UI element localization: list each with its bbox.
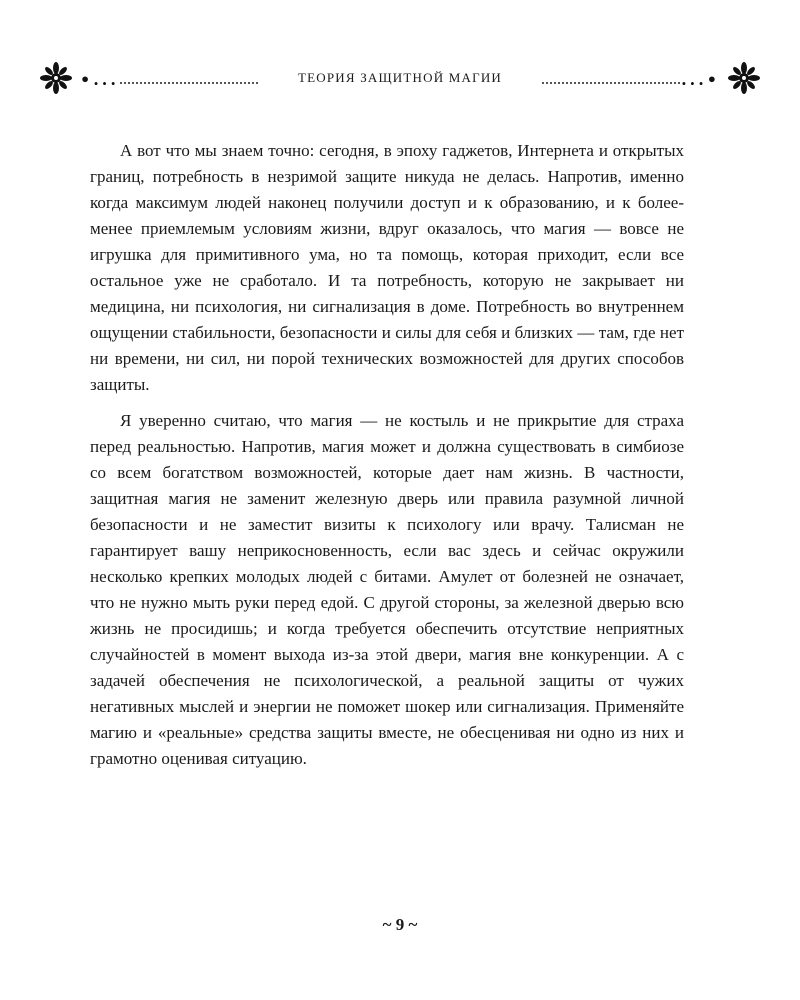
page-number: ~ 9 ~ xyxy=(382,915,418,934)
paragraph-1: А вот что мы знаем точно: сегодня, в эпоху гаджетов, Интернета и открытых границ, потребность в незримой защите никуда не делась. Напротив, именно когда максимум людей наконец получили доступ и к образованию, и к более-менее приемлемым условиям жизни, вдруг оказалось, что магия — вовсе не игрушка для примитивного ума, но та помощь, которая приходит, если все остальное уже не сработало. И та потребность, которую не закрывает ни медицина, ни психология, ни сигнализация в доме. Потребность во внутреннем ощущении стабильности, безопасности и силы для себя и близких — там, где нет ни времени, ни сил, ни порой технических возможностей для других способов защиты. xyxy=(90,141,684,394)
running-title: ТЕОРИЯ ЗАЩИТНОЙ МАГИИ xyxy=(297,70,502,85)
running-header xyxy=(40,62,760,98)
header-rule-right xyxy=(542,82,680,84)
paragraph-2: Я уверенно считаю, что магия — не костыль и не прикрытие для страха перед реальностью. Напротив, магия может и должна существовать в симбиозе со всем богатством возможностей, которые дает нам жизнь. В частности, защитная магия не заменит железную дверь или правила разумной личной безопасности и не заместит визиты к психологу или врачу. Талисман не гарантирует вашу неприкосновенность, если вас здесь и сейчас окружили несколько крепких молодых людей с битами. Амулет от болезней не означает, что не нужно мыть руки перед едой. С другой стороны, за железной дверью всю жизнь не просидишь; и когда требуется обеспечить отсутствие неприятных случайностей в момент выхода из-за этой двери, магия вне конкуренции. А с задачей обеспечения не психологической, а реальной защиты от чужих негативных мыслей и энергии не поможет шокер или сигнализация. Применяйте магию и «реальные» средства защиты вместе, не обесценивая ни одно из них и грамотно оценивая ситуацию. xyxy=(90,411,684,768)
header-dots-right: ...• xyxy=(681,70,720,89)
floral-ornament-icon xyxy=(728,62,760,94)
header-dots-left: •... xyxy=(80,70,119,89)
body-text xyxy=(90,138,684,782)
